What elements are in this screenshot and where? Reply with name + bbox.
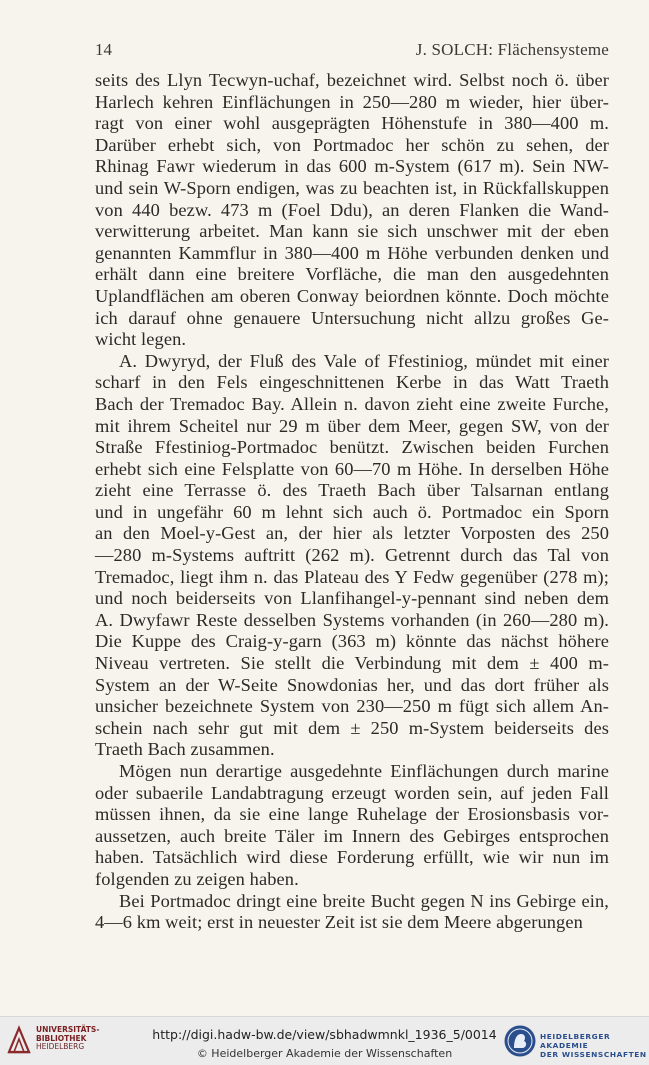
text-line: Die Kuppe des Craig-y-garn (363 m) könnte das nächst höhere (95, 631, 609, 652)
text-line: folgenden zu zeigen haben. (95, 868, 299, 889)
text-line: seits des Llyn Tecwyn-uchaf, bezeichnet wird. Selbst noch ö. über (95, 70, 609, 90)
text-line: wicht legen. (95, 329, 187, 350)
library-city: HEIDELBERG (36, 1042, 85, 1051)
text-line: von 440 bezw. 473 m (Foel Ddu), an deren Flanken die Wand- (95, 199, 609, 220)
text-line: und noch beiderseits von Llanfihangel-y-pennant sind neben dem (95, 588, 609, 609)
text-line: schein nach sehr gut mit dem ± 250 m-System beiderseits des (95, 717, 609, 738)
text-line: —280 m-Systems auftritt (262 m). Getrennt durch das Tal von (95, 545, 609, 566)
text-line: System an der W-Seite Snowdonias her, und das dort früher als (95, 674, 609, 695)
text-line: zieht eine Terrasse ö. des Traeth Bach über Talsarnan entlang (95, 480, 609, 501)
text-line: Rhinag Fawr wiederum in das 600 m-System (617 m). Sein NW- (95, 156, 609, 177)
text-line: aussetzen, auch breite Täler im Innern des Gebirges entsprochen (95, 825, 609, 846)
text-line: haben. Tatsächlich wird diese Forderung erfüllt, wie wir nun im (95, 847, 609, 868)
page-header (95, 40, 609, 64)
text-line: Traeth Bach zusammen. (95, 739, 275, 760)
text-line: Uplandflächen am oberen Conway beiordnen könnte. Doch möchte (95, 285, 609, 306)
text-line: erhebt sich eine Felsplatte von 60—70 m Höhe. In derselben Höhe (95, 458, 609, 479)
text-line: ragt von einer wohl ausgeprägten Höhenstufe in 380—400 m. (95, 113, 609, 134)
text-line: Mögen nun derartige ausgedehnte Einflächungen durch marine (119, 761, 609, 781)
permalink[interactable]: http://digi.hadw-bw.de/view/sbhadwmnkl_1936_5/0014 (152, 1027, 497, 1042)
text-line: A. Dwyfawr Reste desselben Systems vorhanden (in 260—280 m). (95, 609, 609, 630)
text-line: und in ungefähr 60 m lehnt sich auch ö. Portmadoc ein Sporn (95, 501, 609, 522)
text-line: erhält dann eine breitere Vorfläche, die man den ausgedehnten (95, 264, 609, 285)
text-line: Straße Ffestiniog-Portmadoc benützt. Zwischen beiden Furchen (95, 437, 609, 458)
academy-name-line1: HEIDELBERGER AKADEMIE (540, 1032, 611, 1050)
academy-seal-icon (503, 1024, 537, 1058)
footer-bar (0, 1016, 649, 1065)
academy-name-line2: DER WISSENSCHAFTEN (540, 1050, 647, 1059)
text-line: Darüber erhebt sich, von Portmadoc her schön zu sehen, der (95, 134, 609, 155)
text-line: genannten Kammflur in 380—400 m Höhe verbunden denken und (95, 242, 609, 263)
library-name-line2: BIBLIOTHEK (36, 1033, 87, 1043)
text-line: oder subaerile Landabtragung erzeugt worden sein, auf jeden Fall (95, 782, 609, 803)
running-title: J. SOLCH: Flächensysteme (415, 40, 609, 59)
library-name-line1: UNIVERSITÄTS- (36, 1025, 100, 1034)
text-line: A. Dwyryd, der Fluß des Vale of Ffestiniog, mündet mit einer (119, 350, 609, 371)
copyright-notice: © Heidelberger Akademie der Wissenschaften (196, 1047, 453, 1060)
text-line: müssen ihnen, da sie eine lange Ruhelage der Erosionsbasis vor- (95, 804, 609, 825)
text-line: ich darauf ohne genauere Untersuchung nicht allzu großes Ge- (95, 307, 609, 328)
academy-name (540, 1032, 649, 1059)
text-line: mit ihrem Scheitel nur 29 m über dem Meer, gegen SW, von der (95, 415, 609, 436)
text-line: Bach der Tremadoc Bay. Allein n. davon zieht eine zweite Furche, (95, 393, 609, 414)
text-line: Harlech kehren Einflächungen in 250—280 m wieder, hier über- (95, 91, 609, 112)
text-line: 4—6 km weit; erst in neuester Zeit ist sie dem Meere abgerungen (95, 912, 583, 933)
text-line: und sein W-Sporn endigen, was zu beachten ist, in Rückfallskuppen (95, 177, 609, 198)
body-text (95, 70, 609, 934)
text-line: an den Moel-y-Gest an, der hier als letzter Vorposten des 250 (95, 523, 609, 544)
text-line: Tremadoc, liegt ihm n. das Plateau des Y Fedw gegenüber (278 m); (95, 566, 609, 587)
page-number: 14 (95, 40, 112, 59)
text-line: verwitterung arbeitet. Man kann sie sich unschwer mit der eben (95, 221, 609, 242)
text-line: Niveau vertreten. Sie stellt die Verbindung mit dem ± 400 m- (95, 653, 609, 674)
text-line: Bei Portmadoc dringt eine breite Bucht gegen N ins Gebirge ein, (119, 890, 609, 911)
text-line: scharf in den Fels eingeschnittenen Kerbe in das Watt Traeth (95, 372, 609, 393)
text-line: unsicher bezeichnete System von 230—250 m fügt sich allem An- (95, 696, 609, 717)
